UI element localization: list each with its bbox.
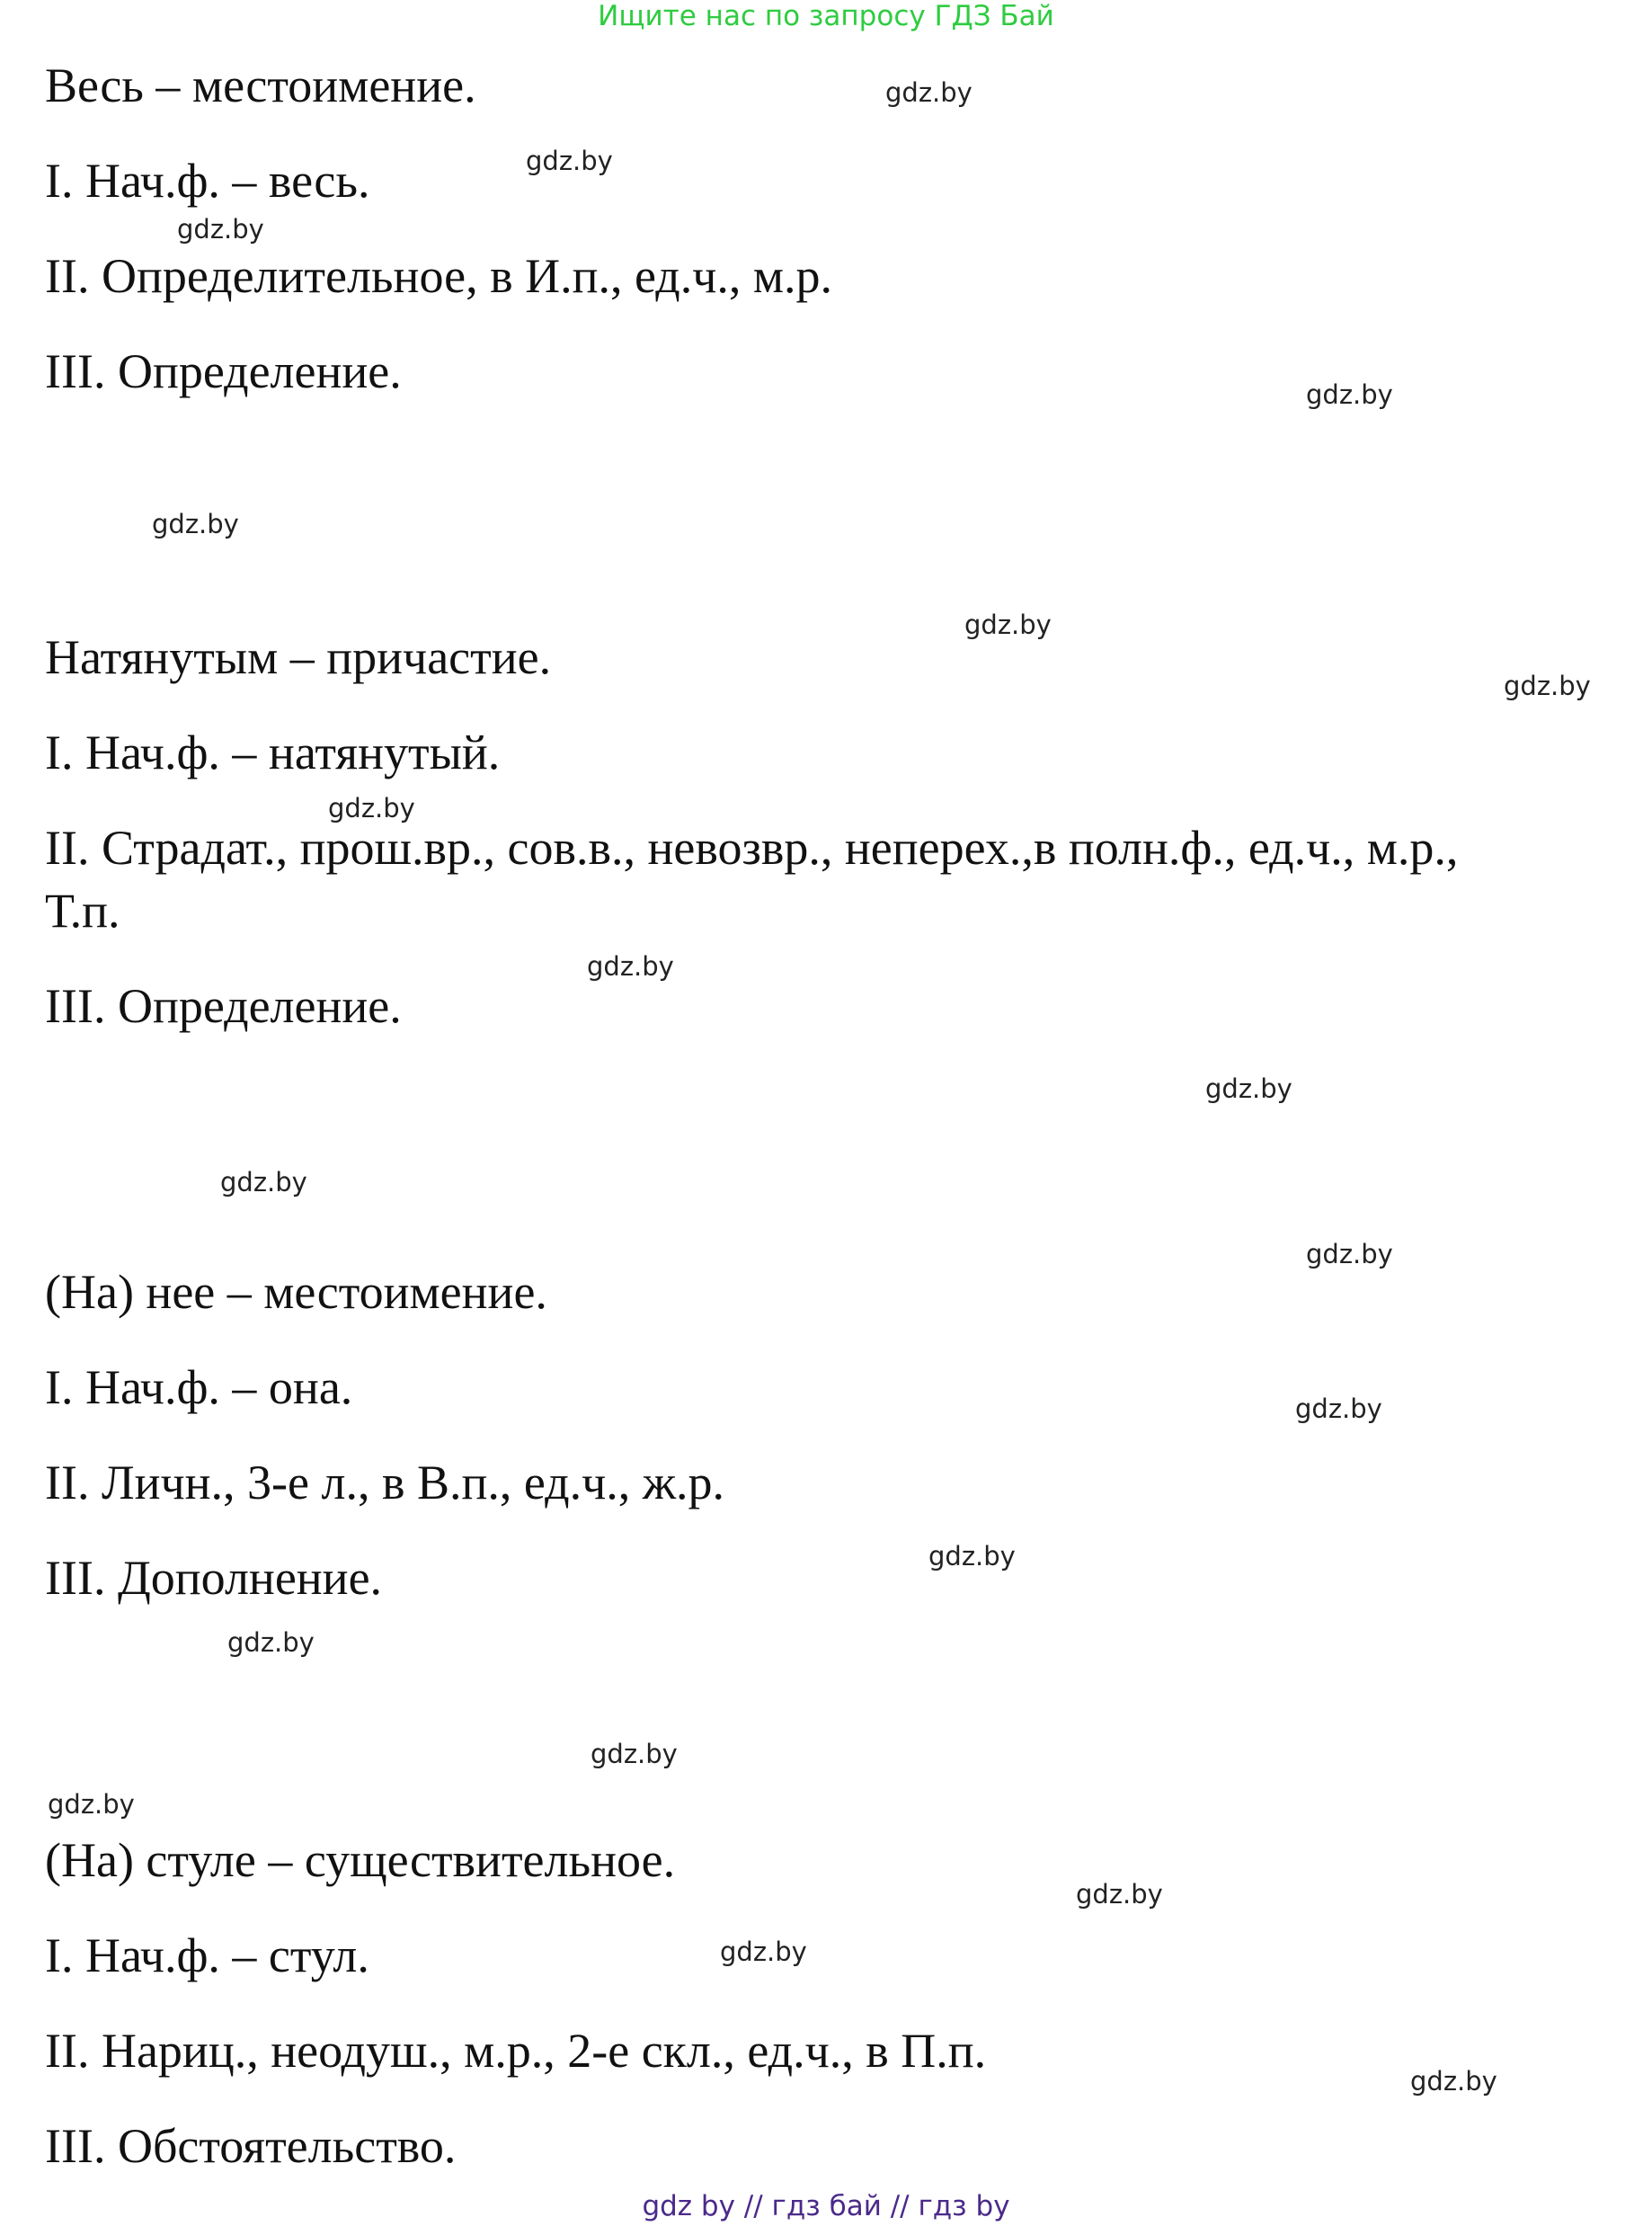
entry-line-2: II. Определительное, в И.п., ед.ч., м.р. — [45, 249, 833, 303]
bottom-banner[interactable]: gdz by // гдз бай // гдз by — [642, 2190, 1010, 2222]
entry-line-2: II. Нариц., неодуш., м.р., 2-е скл., ед.ч., в П.п. — [45, 2024, 987, 2078]
entry-line-2a: II. Страдат., прош.вр., сов.в., невозвр., неперех.,в полн.ф., ед.ч., м.р., — [45, 821, 1459, 875]
watermark: gdz.by — [152, 509, 239, 539]
watermark: gdz.by — [885, 77, 973, 108]
watermark: gdz.by — [227, 1627, 315, 1658]
watermark: gdz.by — [964, 610, 1052, 640]
watermark: gdz.by — [1504, 671, 1591, 701]
watermark: gdz.by — [1205, 1073, 1292, 1104]
watermark: gdz.by — [720, 1937, 807, 1967]
entry-line-3: III. Определение. — [45, 344, 402, 398]
watermark: gdz.by — [1295, 1393, 1382, 1424]
watermark: gdz.by — [591, 1739, 678, 1769]
watermark: gdz.by — [177, 214, 264, 245]
top-banner[interactable]: Ищите нас по запросу ГДЗ Бай — [598, 0, 1054, 32]
entry-title: Натянутым – причастие. — [45, 630, 552, 684]
entry-line-1: I. Нач.ф. – весь. — [45, 154, 370, 208]
watermark: gdz.by — [1306, 1239, 1393, 1269]
entry-line-2b: Т.п. — [45, 884, 120, 938]
watermark: gdz.by — [526, 146, 613, 176]
watermark: gdz.by — [1410, 2066, 1497, 2097]
entry-title: Весь – местоимение. — [45, 58, 476, 112]
watermark: gdz.by — [1306, 379, 1393, 410]
entry-line-3: III. Дополнение. — [45, 1551, 383, 1605]
entry-line-3: III. Определение. — [45, 979, 402, 1033]
watermark: gdz.by — [1076, 1879, 1163, 1910]
entry-line-1: I. Нач.ф. – она. — [45, 1360, 353, 1414]
entry-title: (На) нее – местоимение. — [45, 1265, 547, 1319]
watermark: gdz.by — [928, 1541, 1016, 1572]
entry-line-1: I. Нач.ф. – натянутый. — [45, 726, 501, 779]
watermark: gdz.by — [587, 951, 674, 982]
watermark: gdz.by — [220, 1167, 307, 1198]
watermark: gdz.by — [328, 793, 415, 824]
entry-line-2: II. Личн., 3-е л., в В.п., ед.ч., ж.р. — [45, 1456, 725, 1509]
watermark: gdz.by — [48, 1789, 135, 1820]
entry-line-1: I. Нач.ф. – стул. — [45, 1928, 369, 1982]
entry-line-3: III. Обстоятельство. — [45, 2119, 457, 2173]
entry-title: (На) стуле – существительное. — [45, 1833, 676, 1887]
